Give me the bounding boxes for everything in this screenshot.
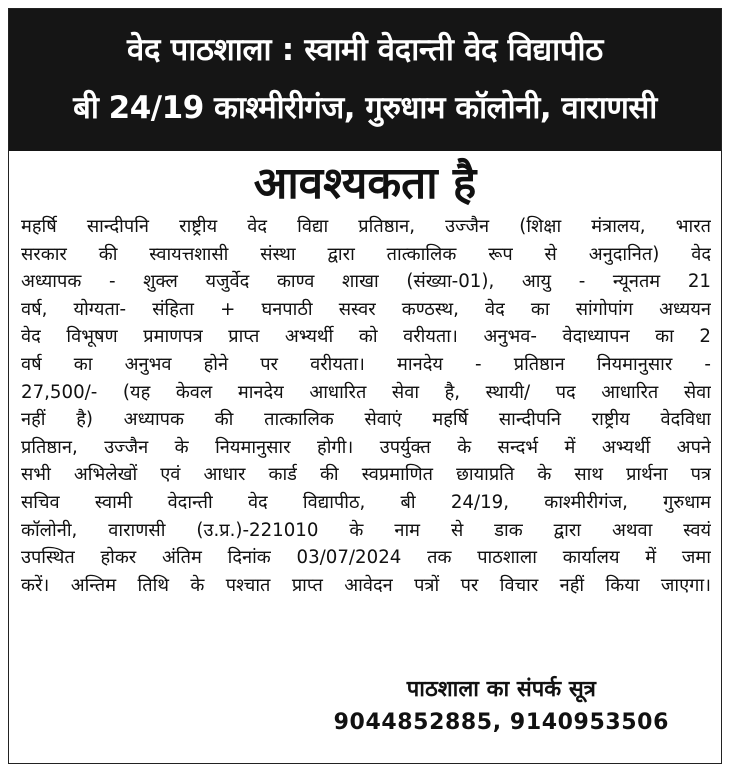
body-line: वर्ष, योग्यता- संहिता + घनपाठी सस्वर कण्ठस्थ, वेद का सांगोपांग अध्ययन — [21, 298, 711, 320]
contact-label: पाठशाला का संपर्क सूत्र — [406, 677, 596, 702]
body-line: 27,500/- (यह केवल मानदेय आधारित सेवा है, स्थायी/ पद आधारित सेवा — [21, 381, 711, 403]
body-line: कॉलोनी, वाराणसी (उ.प्र.)-221010 के नाम से डाक द्वारा अथवा स्वयं — [21, 519, 711, 541]
body-line: अध्यापक - शुक्ल यजुर्वेद काण्व शाखा (संख्या-01), आयु - न्यूनतम 21 — [21, 271, 711, 293]
body-line: वर्ष का अनुभव होने पर वरीयता। मानदेय - प्रतिष्ठान नियमानुसार - — [21, 353, 711, 375]
body-line: उपस्थित होकर अंतिम दिनांक 03/07/2024 तक पाठशाला कार्यालय में जमा — [21, 547, 711, 569]
body-line: वेद विभूषण प्रमाणपत्र प्राप्त अभ्यर्थी को वरीयता। अनुभव- वेदाध्यापन का 2 — [21, 326, 711, 348]
contact-phone-numbers: 9044852885, 9140953506 — [333, 710, 669, 735]
contact-block — [334, 675, 669, 739]
body-line: महर्षि सान्दीपनि राष्ट्रीय वेद विद्या प्रतिष्ठान, उज्जैन (शिक्षा मंत्रालय, भारत — [21, 216, 711, 237]
header-banner — [9, 9, 721, 151]
notice-body — [21, 213, 711, 599]
institution-address: बी 24/19 काश्मीरीगंज, गुरुधाम कॉलोनी, वाराणसी — [73, 90, 657, 126]
body-line: प्रतिष्ठान, उज्जैन के नियमानुसार होगी। उपर्युक्त के सन्दर्भ में अभ्यर्थी अपने — [21, 436, 711, 458]
body-line: सचिव स्वामी वेदान्ती वेद विद्यापीठ, बी 24/19, काश्मीरीगंज, गुरुधाम — [21, 491, 711, 513]
body-line: सरकार की स्वायत्तशासी संस्था द्वारा तात्कालिक रूप से अनुदानित) वेद — [21, 243, 711, 265]
notice-heading: आवश्यकता है — [253, 158, 477, 209]
body-line: करें। अन्तिम तिथि के पश्चात प्राप्त आवेदन पत्रों पर विचार नहीं किया जाएगा। — [21, 574, 711, 596]
body-line: नहीं है) अध्यापक की तात्कालिक सेवाएं महर्षि सान्दीपनि राष्ट्रीय वेदविधा — [21, 409, 711, 431]
institution-title: वेद पाठशाला : स्वामी वेदान्ती वेद विद्यापीठ — [127, 32, 603, 68]
body-line: सभी अभिलेखों एवं आधार कार्ड की स्वप्रमाणित छायाप्रति के साथ प्रार्थना पत्र — [21, 464, 711, 486]
advertisement-frame — [8, 8, 722, 764]
